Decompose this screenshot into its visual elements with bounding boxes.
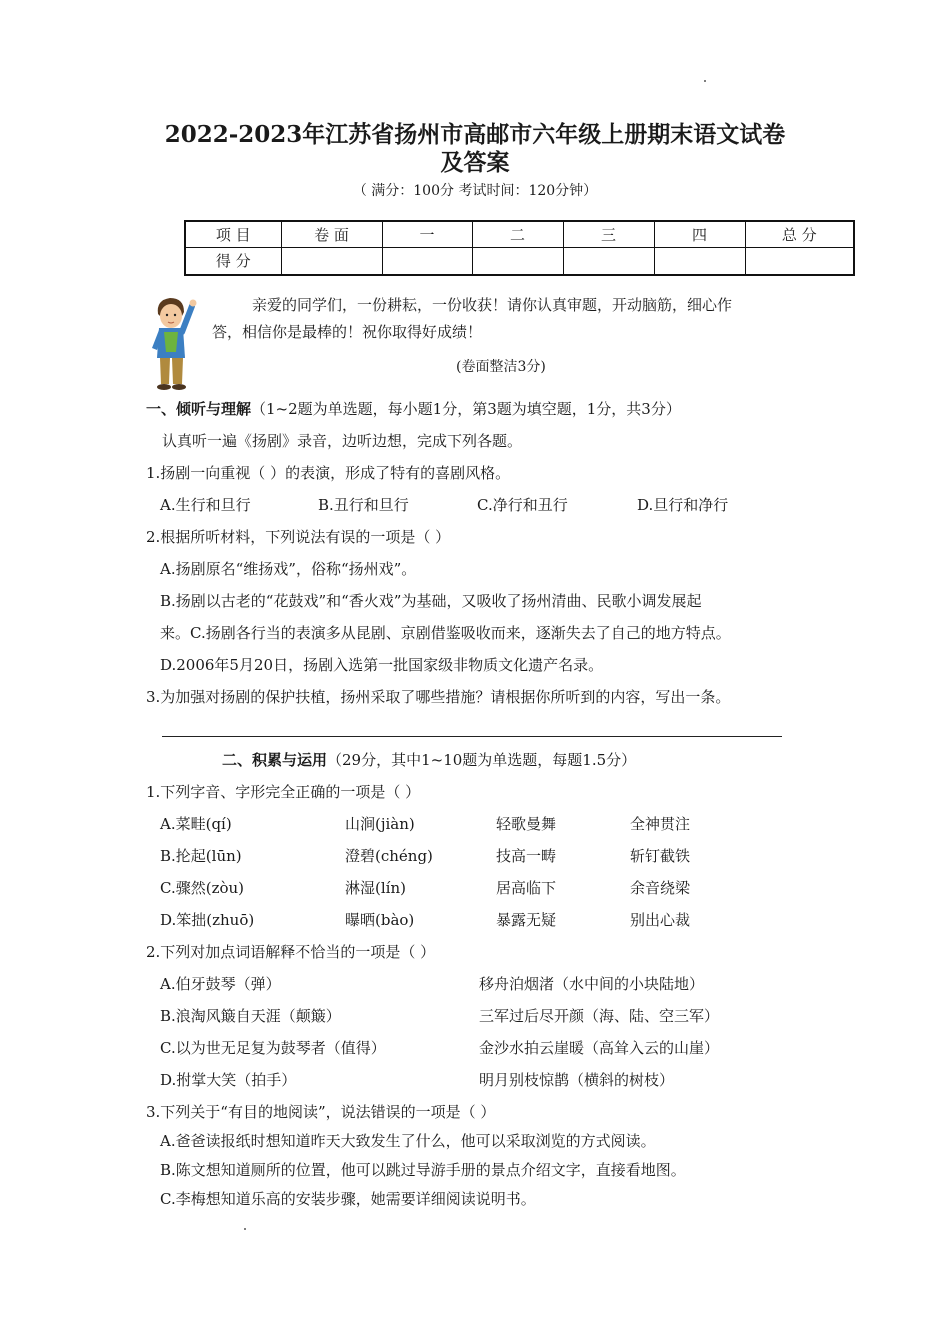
exam-subtitle: （ 满分：100分 考试时间：120分钟） [352, 183, 598, 199]
answer-option: 明月别枝惊鹊（横斜的树枝） [479, 1071, 675, 1089]
answer-option: 山涧(jiàn) [345, 815, 415, 833]
answer-option: 来。C.扬剧各行当的表演多从昆剧、京剧借鉴吸收而来，逐渐失去了自己的地方特点。 [160, 624, 731, 642]
answer-option: 曝晒(bào) [345, 911, 415, 929]
score-blank-cell [563, 247, 654, 275]
answer-option: D.2006年5月20日，扬剧入选第一批国家级非物质文化遗产名录。 [160, 656, 604, 674]
student-illustration [140, 292, 204, 392]
score-header-cell: 项 目 [185, 221, 281, 247]
score-row-label: 得 分 [185, 247, 281, 275]
score-header-cell: 总 分 [745, 221, 854, 247]
score-blank-cell [654, 247, 745, 275]
answer-option: B.扬剧以古老的“花鼓戏”和“香火戏”为基础，又吸收了扬州清曲、民歌小调发展起 [160, 592, 702, 610]
section2-heading-title: 二、积累与运用 [222, 751, 328, 769]
answer-option: 余音绕梁 [630, 879, 691, 897]
answer-option: D.旦行和净行 [637, 496, 729, 514]
answer-option: B.陈文想知道厕所的位置，他可以跳过导游手册的景点介绍文字，直接看地图。 [160, 1161, 686, 1179]
answer-option: 金沙水拍云崖暖（高耸入云的山崖） [479, 1039, 720, 1057]
score-blank-cell [472, 247, 563, 275]
score-table-score-row [185, 247, 854, 275]
section2-heading [222, 749, 636, 771]
intro-text-line: 答，相信你是最棒的！祝你取得好成绩！ [212, 323, 483, 341]
score-table-header-row [185, 221, 854, 247]
answer-option: B.浪淘风簸自天涯（颠簸） [160, 1007, 341, 1025]
answer-option: C.骤然(zòu) [160, 879, 245, 897]
section1-heading-title: 一、倾听与理解 [146, 400, 252, 418]
question-stem: 1.扬剧一向重视（ ）的表演，形成了特有的喜剧风格。 [146, 464, 511, 482]
answer-option: A.爸爸读报纸时想知道昨天大致发生了什么，他可以采取浏览的方式阅读。 [160, 1132, 656, 1150]
section1-instruction: 认真听一遍《扬剧》录音，边听边想，完成下列各题。 [162, 432, 523, 450]
answer-option: D.笨拙(zhuō) [160, 911, 255, 929]
answer-option: 居高临下 [496, 879, 557, 897]
answer-option: C.李梅想知道乐高的安装步骤，她需要详细阅读说明书。 [160, 1190, 536, 1208]
answer-option: D.拊掌大笑（拍手） [160, 1071, 297, 1089]
section2-heading-rest: （29分，其中1~10题为单选题，每题1.5分） [327, 751, 637, 769]
answer-option: 暴露无疑 [496, 911, 557, 929]
scan-speck [244, 1228, 246, 1230]
answer-option: B.抡起(lūn) [160, 847, 242, 865]
answer-option: C.以为世无足复为鼓琴者（值得） [160, 1039, 386, 1057]
answer-option: A.伯牙鼓琴（弹） [160, 975, 281, 993]
answer-option: 澄碧(chéng) [345, 847, 433, 865]
score-blank-cell [281, 247, 382, 275]
question-stem: 2.根据所听材料，下列说法有误的一项是（ ） [146, 528, 451, 546]
answer-option: B.丑行和旦行 [318, 496, 409, 514]
score-header-cell: 四 [654, 221, 745, 247]
score-header-cell: 二 [472, 221, 563, 247]
intro-text-line: 亲爱的同学们，一份耕耘，一份收获！请你认真审题，开动脑筋，细心作 [252, 296, 733, 314]
score-header-cell: 三 [563, 221, 654, 247]
answer-option: 斩钉截铁 [630, 847, 691, 865]
scan-speck [704, 80, 706, 82]
answer-option: A.生行和旦行 [160, 496, 251, 514]
score-blank-cell [745, 247, 854, 275]
answer-option: 轻歌曼舞 [496, 815, 557, 833]
question-stem: 2.下列对加点词语解释不恰当的一项是（ ） [146, 943, 436, 961]
answer-option: A.扬剧原名“维扬戏”，俗称“扬州戏”。 [160, 560, 417, 578]
score-blank-cell [382, 247, 472, 275]
answer-option: 三军过后尽开颜（海、陆、空三军） [479, 1007, 720, 1025]
answer-blank-line [162, 736, 782, 737]
answer-option: 技高一畴 [496, 847, 557, 865]
exam-title-line2: 及答案 [440, 149, 510, 176]
score-table [184, 220, 855, 276]
score-header-cell: 卷 面 [281, 221, 382, 247]
answer-option: 淋湿(lín) [345, 879, 406, 897]
section1-heading [146, 398, 681, 420]
answer-option: 移舟泊烟渚（水中间的小块陆地） [479, 975, 705, 993]
question-stem: 3.为加强对扬剧的保护扶植，扬州采取了哪些措施？请根据你所听到的内容，写出一条。 [146, 688, 731, 706]
question-stem: 1.下列字音、字形完全正确的一项是（ ） [146, 783, 421, 801]
exam-title-line1: 2022-2023年江苏省扬州市高邮市六年级上册期末语文试卷 [164, 121, 786, 148]
question-stem: 3.下列关于“有目的地阅读”，说法错误的一项是（ ） [146, 1103, 496, 1121]
neatness-note: (卷面整洁3分) [456, 359, 546, 375]
answer-option: 别出心裁 [630, 911, 691, 929]
answer-option: A.菜畦(qí) [160, 815, 232, 833]
answer-option: C.净行和丑行 [477, 496, 568, 514]
answer-option: 全神贯注 [630, 815, 691, 833]
section1-heading-rest: （1~2题为单选题，每小题1分，第3题为填空题，1分，共3分） [251, 400, 681, 418]
score-header-cell: 一 [382, 221, 472, 247]
